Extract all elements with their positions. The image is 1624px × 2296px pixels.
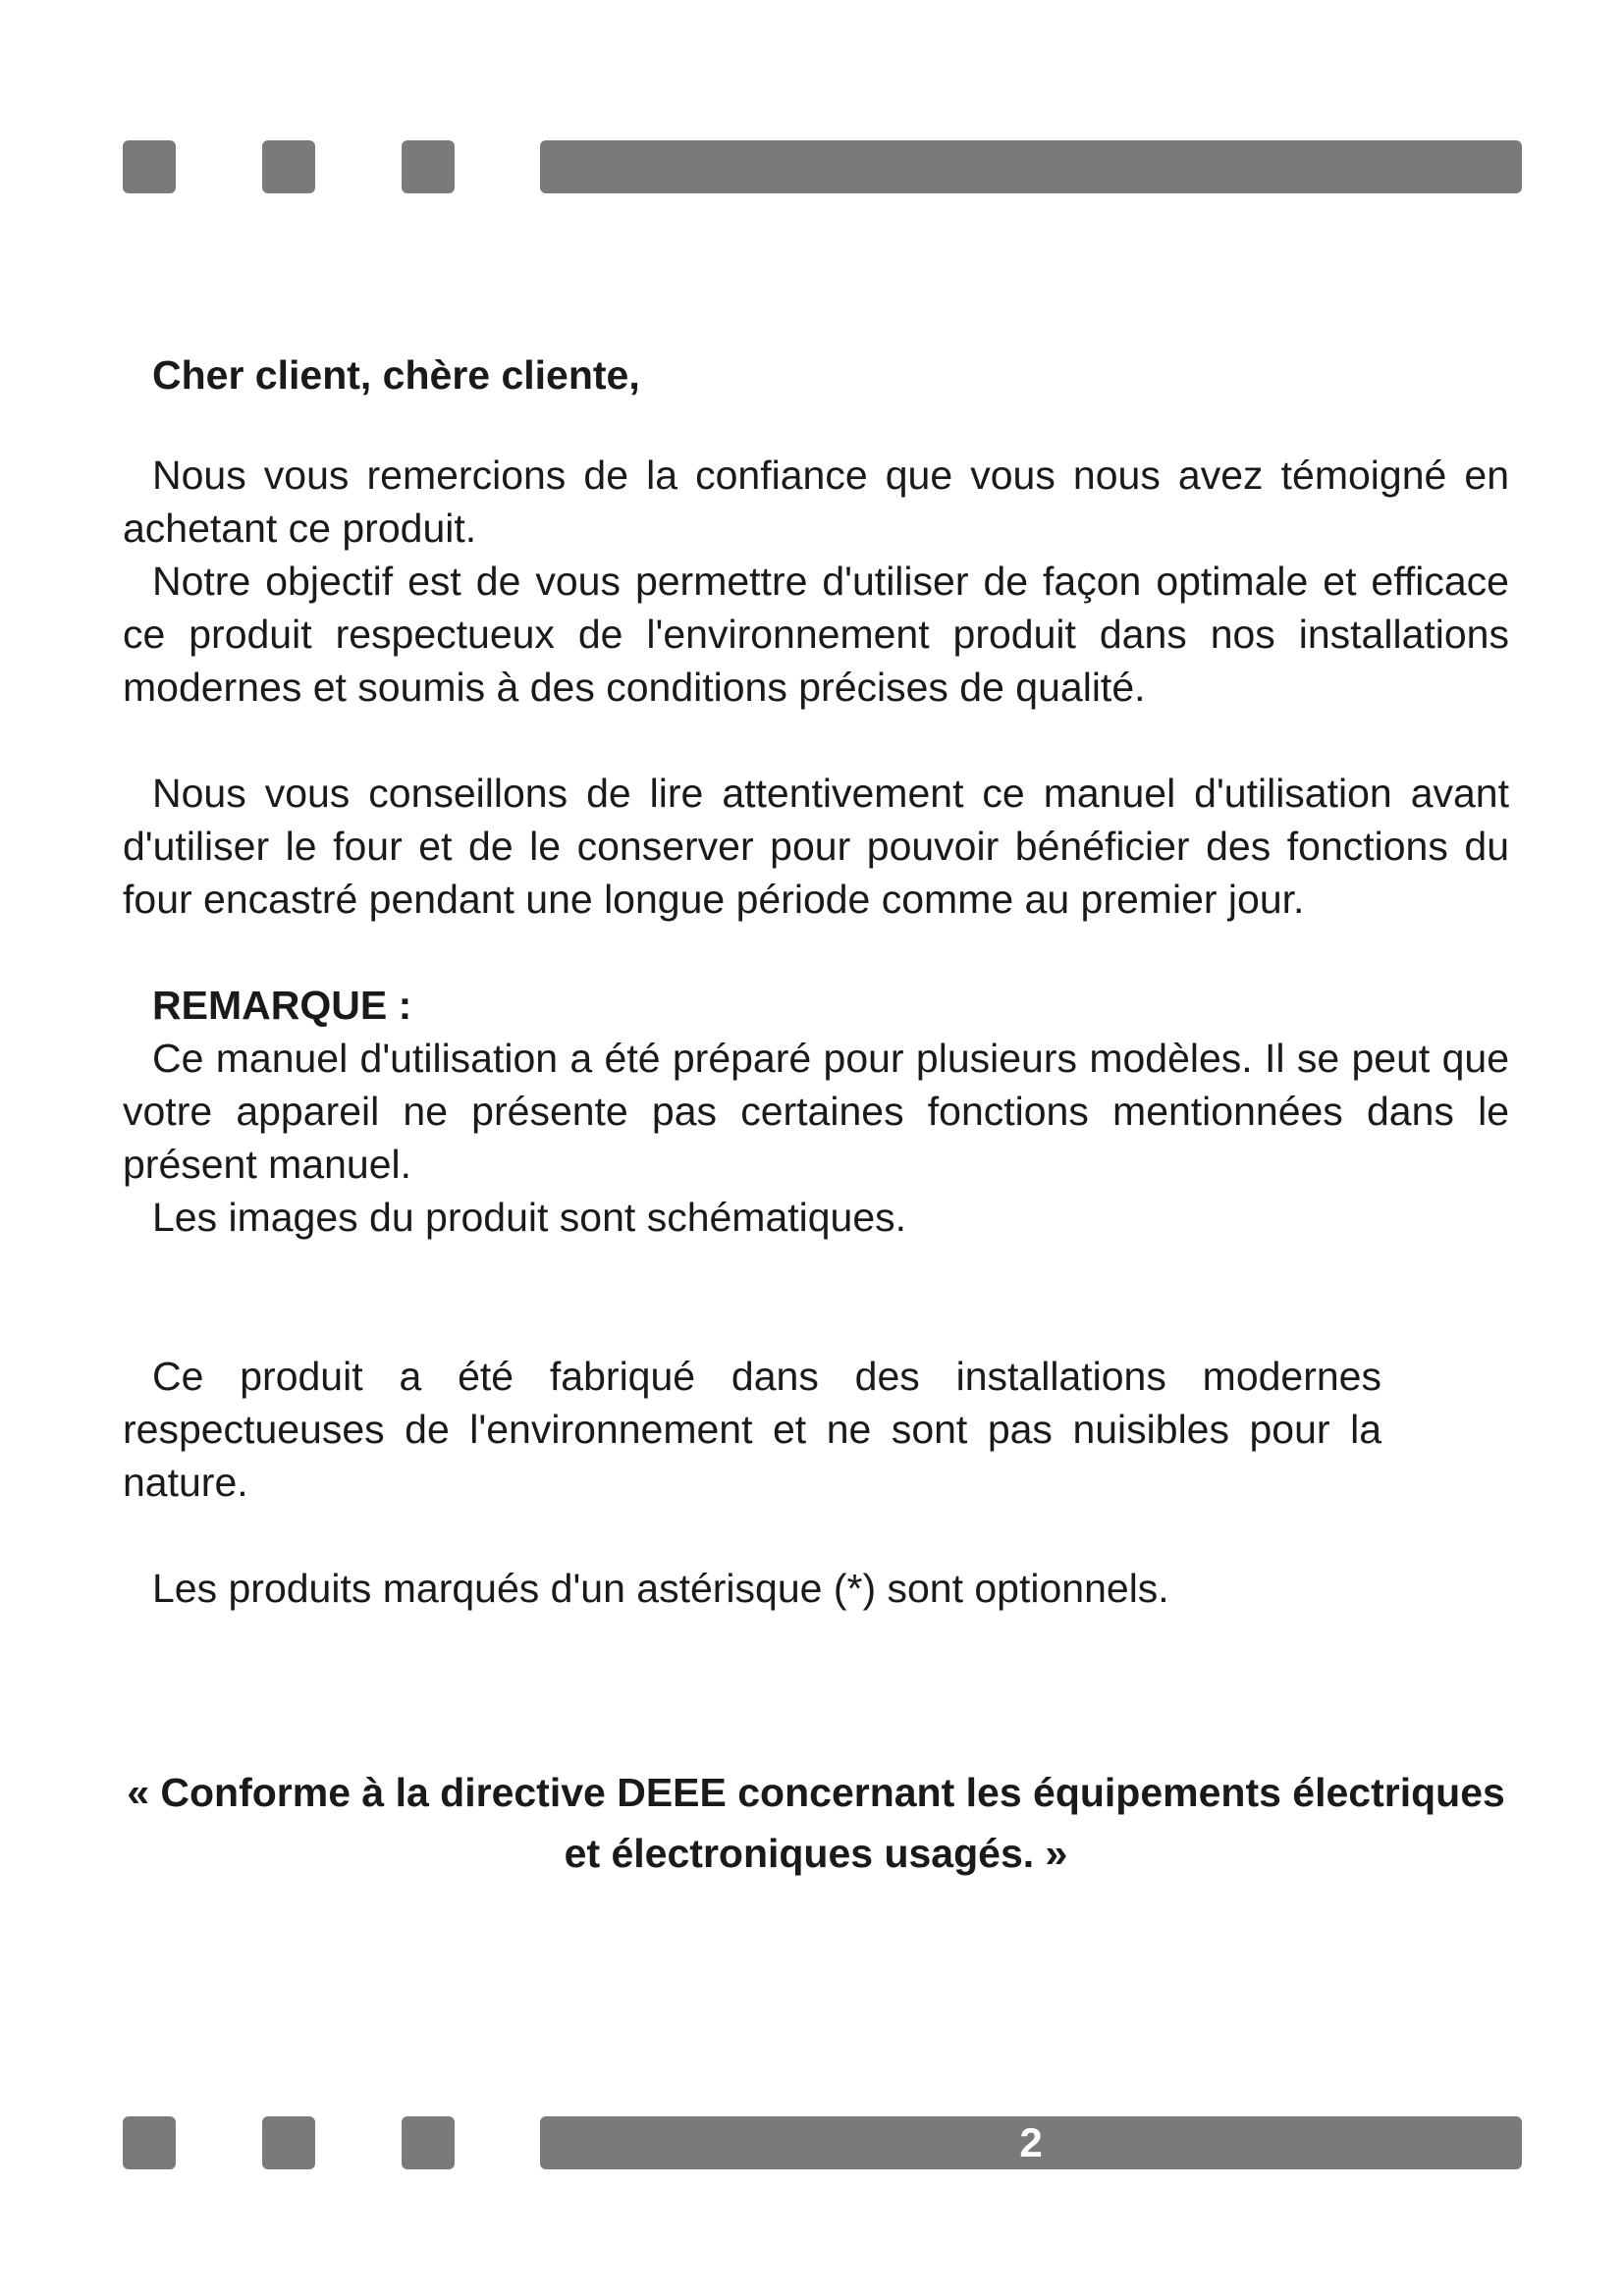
remark-heading: REMARQUE : [152, 983, 412, 1028]
header-square-3 [402, 140, 455, 193]
header-square-1 [123, 140, 176, 193]
advice-paragraph: Nous vous conseillons de lire attentivement ce manuel d'utilisation avant d'utiliser le four et de le conserver pour pouvoir bénéficier des fonctions du four encastré pendant une longue période comme au premier jour. [123, 771, 1509, 922]
footer-square-2 [262, 2116, 315, 2169]
thanks-paragraph: Nous vous remercions de la confiance que vous nous avez témoigné en achetant ce produit. [123, 453, 1509, 551]
header-long-bar [540, 140, 1522, 193]
footer-square-3 [402, 2116, 455, 2169]
environment-paragraph: Ce produit a été fabriqué dans des installations modernes respectueuses de l'environnement et ne sont pas nuisibles pour la nature. [123, 1354, 1381, 1505]
header-square-2 [262, 140, 315, 193]
remark-paragraph: Ce manuel d'utilisation a été préparé pour plusieurs modèles. Il se peut que votre appareil ne présente pas certaines fonctions mentionnées dans le présent manuel. [123, 1036, 1509, 1187]
images-note: Les images du produit sont schématiques. [152, 1195, 907, 1240]
footer-square-1 [123, 2116, 176, 2169]
objective-paragraph: Notre objectif est de vous permettre d'utiliser de façon optimale et efficace ce produit respectueux de l'environnement produit dans nos installations modernes et soumis à des conditions précises de qualité. [123, 559, 1509, 710]
optional-note: Les produits marqués d'un astérisque (*) sont optionnels. [152, 1566, 1169, 1611]
weee-directive: « Conforme à la directive DEEE concernant les équipements électriques et électroniques usagés. » [127, 1770, 1505, 1876]
page-number: 2 [1019, 2119, 1043, 2165]
greeting-heading: Cher client, chère cliente, [152, 352, 640, 398]
document-body [123, 348, 1509, 1884]
